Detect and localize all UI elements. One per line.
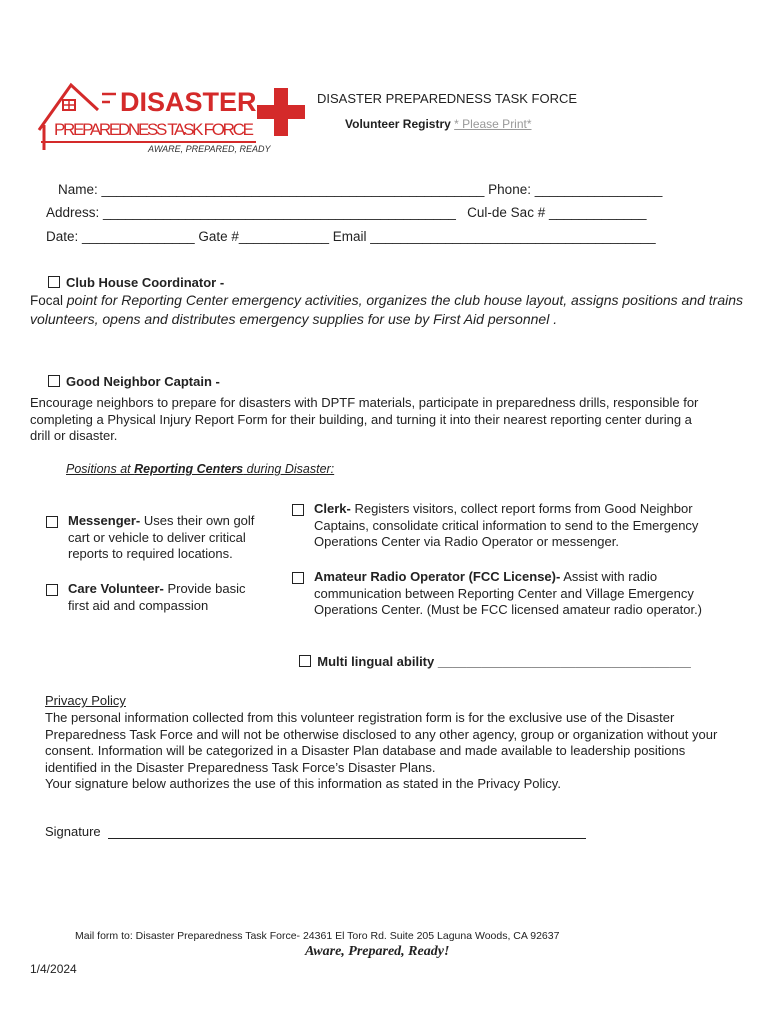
volunteer-registry-label: Volunteer Registry [345, 117, 451, 131]
multi-lingual-checkbox[interactable] [299, 655, 311, 667]
privacy-consent: Your signature below authorizes the use of this information as stated in the Privacy Policy. [45, 776, 561, 791]
signature-label: Signature [45, 824, 101, 839]
club-house-title: Club House Coordinator - [66, 275, 225, 290]
clerk-checkbox-wrap[interactable] [292, 502, 310, 520]
logo-word-disaster: DISASTER [120, 87, 257, 117]
privacy-title: Privacy Policy [45, 693, 126, 708]
clerk-option [314, 501, 734, 551]
messenger-checkbox-wrap[interactable] [46, 514, 64, 532]
care-volunteer-option [68, 581, 268, 614]
radio-operator-checkbox[interactable] [292, 572, 304, 584]
messenger-desc: Uses their own golf cart or vehicle to deliver critical reports to required locations. [68, 513, 255, 561]
good-neighbor-option[interactable] [48, 374, 220, 389]
good-neighbor-title: Good Neighbor Captain - [66, 374, 220, 389]
multi-lingual-option[interactable] [292, 637, 691, 670]
messenger-option [68, 513, 278, 563]
clerk-checkbox[interactable] [292, 504, 304, 516]
please-print-note: * Please Print* [454, 117, 532, 131]
club-house-desc-text: point for Reporting Center emergency activities, organizes the club house layout, assigns positions and trains volunteers, opens and distributes emergency supplies for use by First Aid personnel . [30, 292, 744, 327]
good-neighbor-description: Encourage neighbors to prepare for disasters with DPTF materials, participate in preparedness drills, responsible for completing a Physical Injury Report Form for their building, and turning it into their nearest reporting center during a drill or disaster. [30, 395, 699, 443]
signature-line[interactable] [108, 838, 586, 839]
clerk-title: Clerk- [314, 501, 351, 516]
name-phone-line[interactable]: Name: ___________________________________________________ Phone: _________________ [58, 182, 663, 197]
red-cross-icon [257, 88, 305, 136]
radio-checkbox-wrap[interactable] [292, 570, 310, 588]
good-neighbor-checkbox[interactable] [48, 375, 60, 387]
care-volunteer-desc: Provide basic first aid and compassion [68, 581, 246, 613]
positions-heading [66, 462, 334, 476]
care-volunteer-title: Care Volunteer- [68, 581, 164, 596]
care-volunteer-checkbox[interactable] [46, 584, 58, 596]
positions-heading-pre: Positions at [66, 462, 135, 476]
mail-to-address: Mail form to: Disaster Preparedness Task Force- 24361 El Toro Rd. Suite 205 Laguna Woods, CA 92637 [75, 930, 560, 942]
positions-heading-bold: Reporting Centers [134, 462, 244, 476]
multi-lingual-label: Multi lingual ability ___________________________________ [317, 653, 691, 669]
clerk-desc: Registers visitors, collect report forms from Good Neighbor Captains, consolidate critical information to send to the Emergency Operations Center via Radio Operator or messenger. [314, 501, 699, 549]
messenger-checkbox[interactable] [46, 516, 58, 528]
header-title: DISASTER PREPAREDNESS TASK FORCE [317, 91, 578, 106]
address-culdesac-line[interactable]: Address: _______________________________________________ Cul-de Sac # _____________ [46, 205, 647, 220]
privacy-body: The personal information collected from this volunteer registration form is for the exclusive use of the Disaster Preparedness Task Force and will not be otherwise disclosed to any other agency, group or organization without your consent. Information will be categorized in a Disaster Plan database and made available to leadership positions identified in the Disaster Preparedness Task Force’s Disaster Plans. [45, 710, 718, 775]
positions-heading-post: during Disaster: [243, 462, 335, 476]
club-house-description [30, 291, 745, 329]
dptf-logo [36, 80, 316, 160]
radio-operator-title: Amateur Radio Operator (FCC License)- [314, 569, 561, 584]
date-gate-email-line[interactable]: Date: _______________ Gate #____________ Email ______________________________________ [46, 229, 656, 244]
club-house-checkbox[interactable] [48, 276, 60, 288]
club-house-desc-prefix: Focal [30, 293, 67, 308]
messenger-title: Messenger- [68, 513, 141, 528]
radio-operator-option [314, 569, 739, 619]
care-checkbox-wrap[interactable] [46, 582, 64, 600]
logo-word-preparedness: PREPAREDNESS TASK FORCE [54, 120, 254, 139]
footer-tagline: Aware, Prepared, Ready! [305, 944, 450, 959]
header-subtitle [345, 117, 532, 131]
document-date: 1/4/2024 [30, 962, 77, 976]
radio-operator-desc: Assist with radio communication between Reporting Center and Village Emergency Operations Center. (Must be FCC licensed amateur radio operator.) [314, 569, 703, 617]
club-house-option[interactable] [48, 275, 224, 290]
logo-tagline: AWARE, PREPARED, READY [148, 144, 271, 154]
